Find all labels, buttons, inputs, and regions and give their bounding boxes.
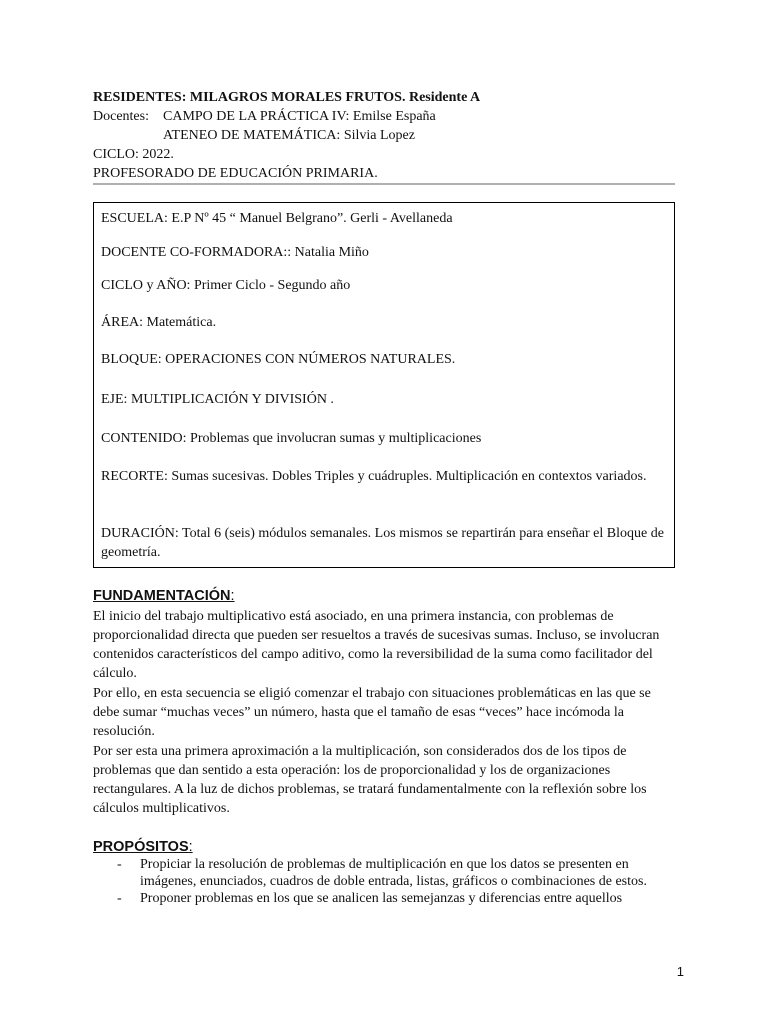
proposito-text: Propiciar la resolución de problemas de multiplicación en que los datos se presenten en imágenes, enunciados, cuadros de doble entrada, listas, gráficos o combinaciones de estos. (140, 857, 647, 889)
recorte-line: RECORTE: Sumas sucesivas. Dobles Triples y cuádruples. Multiplicación en contextos variados. (101, 469, 647, 484)
ciclo-line: CICLO: 2022. (93, 147, 174, 162)
document-header (93, 88, 675, 183)
list-item (93, 890, 675, 907)
header-divider (93, 183, 675, 185)
fundamentacion-paragraph-2: Por ello, en esta secuencia se eligió comenzar el trabajo con situaciones problemáticas en las que se debe sumar “muchas veces” un número, hasta que el tamaño de esas “veces” hace incómoda la resolución. (93, 686, 651, 739)
fundamentacion-heading (93, 587, 235, 606)
fundamentacion-paragraph-3: Por ser esta una primera aproximación a la multiplicación, son considerados dos de los tipos de problemas que dan sentido a esta operación: los de proporcionalidad y los de organizaciones rectangulares. A la luz de dichos problemas, se tratará fundamentalmente con la reflexión sobre los cálculos multiplicativos. (93, 744, 647, 816)
area-line: ÁREA: Matemática. (101, 315, 217, 330)
fundamentacion-colon: : (230, 588, 235, 604)
fundamentacion-paragraph-1: El inicio del trabajo multiplicativo está asociado, en una primera instancia, con problemas de proporcionalidad directa que pueden ser resueltos a través de sucesivas sumas. Incluso, se involucran contenidos característicos del campo aditivo, como la reversibilidad de la suma como facilitador del cálculo. (93, 609, 660, 681)
info-box (93, 202, 675, 568)
fundamentacion-title: FUNDAMENTACIÓN (93, 588, 231, 604)
escuela-line: ESCUELA: E.P Nº 45 “ Manuel Belgrano”. Gerli - Avellaneda (101, 211, 453, 226)
residents-line: RESIDENTES: MILAGROS MORALES FRUTOS. Residente A (93, 90, 481, 105)
docentes-line-2 (93, 126, 675, 145)
docentes-label: Docentes: (93, 109, 149, 124)
page-number: 1 (676, 964, 684, 979)
docente-line: DOCENTE CO-FORMADORA:: Natalia Miño (101, 245, 369, 260)
eje-line: EJE: MULTIPLICACIÓN Y DIVISIÓN . (101, 392, 334, 407)
propositos-title: PROPÓSITOS (93, 839, 189, 855)
duracion-line: DURACIÓN: Total 6 (seis) módulos semanales. Los mismos se repartirán para enseñar el Bloque de geometría. (101, 526, 664, 560)
bullet-dash: - (117, 891, 122, 906)
bullet-dash: - (117, 857, 122, 872)
list-item (93, 856, 675, 890)
docentes-ateneo: ATENEO DE MATEMÁTICA: Silvia Lopez (163, 128, 415, 143)
profesorado-line: PROFESORADO DE EDUCACIÓN PRIMARIA. (93, 166, 378, 181)
proposito-text: Proponer problemas en los que se analicen las semejanzas y diferencias entre aquellos (140, 891, 623, 906)
propositos-heading (93, 838, 193, 857)
bloque-line: BLOQUE: OPERACIONES CON NÚMEROS NATURALES. (101, 352, 456, 367)
propositos-list (93, 856, 675, 907)
ciclo-anio-line: CICLO y AÑO: Primer Ciclo - Segundo año (101, 278, 351, 293)
docentes-practica: CAMPO DE LA PRÁCTICA IV: Emilse España (163, 109, 436, 124)
contenido-line: CONTENIDO: Problemas que involucran sumas y multiplicaciones (101, 431, 482, 446)
docentes-line (93, 107, 675, 126)
propositos-colon: : (188, 839, 193, 855)
